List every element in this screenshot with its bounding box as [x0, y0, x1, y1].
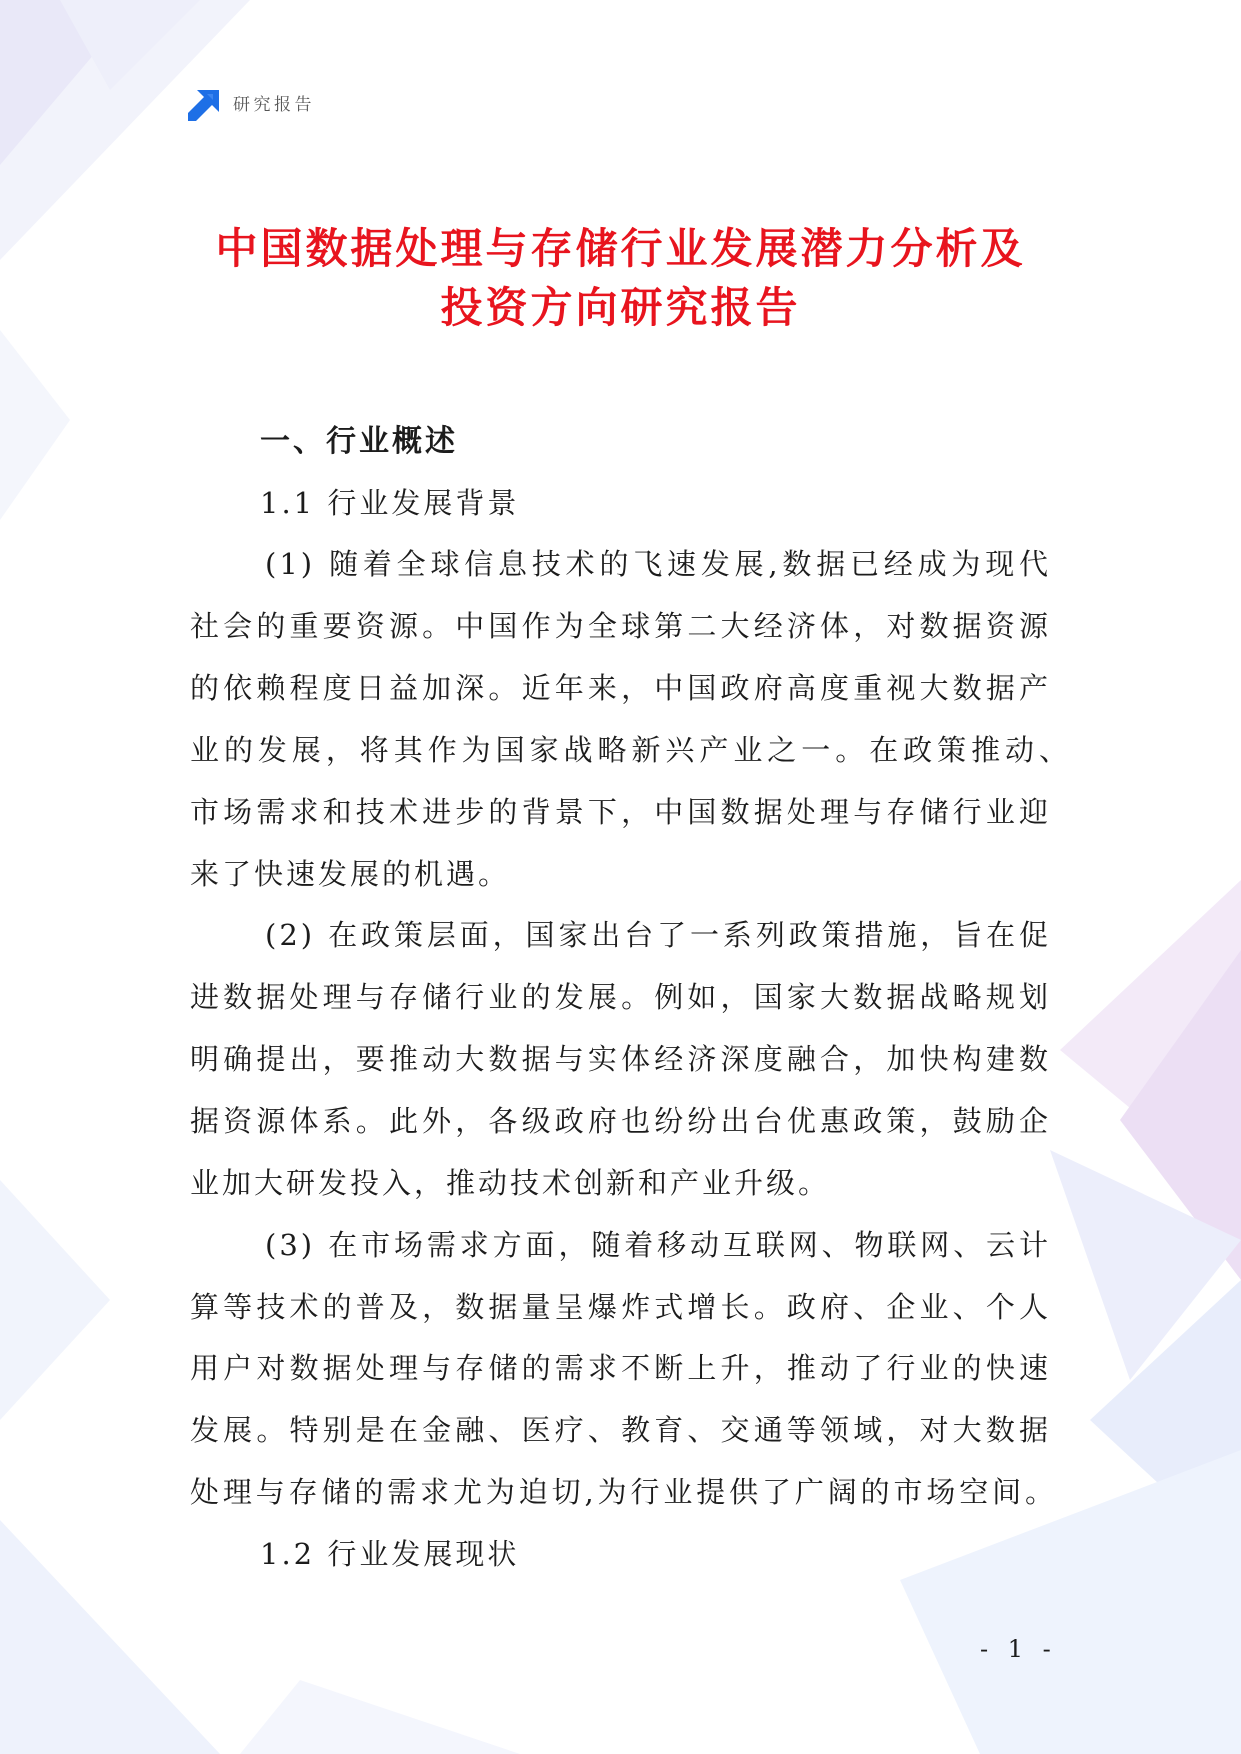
paragraph-line: 进数据处理与存储行业的发展。例如，国家大数据战略规划 — [190, 980, 1051, 1015]
paragraph-line: 发展。特别是在金融、医疗、教育、交通等领域，对大数据 — [190, 1413, 1051, 1448]
paragraph-line: 来了快速发展的机遇。 — [190, 856, 511, 891]
paragraph-line: 明确提出，要推动大数据与实体经济深度融合，加快构建数 — [190, 1042, 1051, 1077]
paragraph-line: 社会的重要资源。中国作为全球第二大经济体，对数据资源 — [190, 609, 1051, 644]
header-label: 研究报告 — [233, 95, 315, 115]
paragraph — [190, 905, 1051, 1214]
paragraph-line: 业的发展，将其作为国家战略新兴产业之一。在政策推动、 — [190, 732, 1071, 767]
paragraph — [190, 534, 1071, 905]
paragraph — [190, 1215, 1057, 1524]
paragraph-line: 市场需求和技术进步的背景下，中国数据处理与存储行业迎 — [190, 794, 1051, 829]
document-body — [190, 411, 1071, 1586]
subsection-heading: 1.1 行业发展背景 — [260, 485, 520, 520]
paragraph-line: 算等技术的普及，数据量呈爆炸式增长。政府、企业、个人 — [190, 1289, 1051, 1324]
paragraph-line: 业加大研发投入，推动技术创新和产业升级。 — [190, 1165, 831, 1200]
paragraph-line: 据资源体系。此外，各级政府也纷纷出台优惠政策，鼓励企 — [190, 1103, 1051, 1138]
paragraph-line: (2) 在政策层面，国家出台了一系列政策措施，旨在促 — [265, 918, 1051, 953]
paragraph-line: (3) 在市场需求方面，随着移动互联网、物联网、云计 — [265, 1227, 1051, 1262]
paragraph-line: 处理与存储的需求尤为迫切,为行业提供了广阔的市场空间。 — [190, 1475, 1057, 1510]
report-header — [188, 89, 315, 121]
page-number: - 1 - — [980, 1635, 1057, 1663]
subsection-heading: 1.2 行业发展现状 — [260, 1536, 520, 1571]
paragraph-line: 用户对数据处理与存储的需求不断上升，推动了行业的快速 — [190, 1351, 1051, 1386]
arrow-up-right-icon — [188, 89, 220, 121]
title-line: 中国数据处理与存储行业发展潜力分析及 — [215, 224, 1026, 273]
paragraph-line: 的依赖程度日益加深。近年来，中国政府高度重视大数据产 — [190, 671, 1051, 706]
section-heading: 一、行业概述 — [260, 423, 458, 459]
document-title — [0, 219, 1241, 337]
paragraph-line: (1) 随着全球信息技术的飞速发展,数据已经成为现代 — [265, 547, 1051, 582]
title-line: 投资方向研究报告 — [440, 283, 801, 332]
